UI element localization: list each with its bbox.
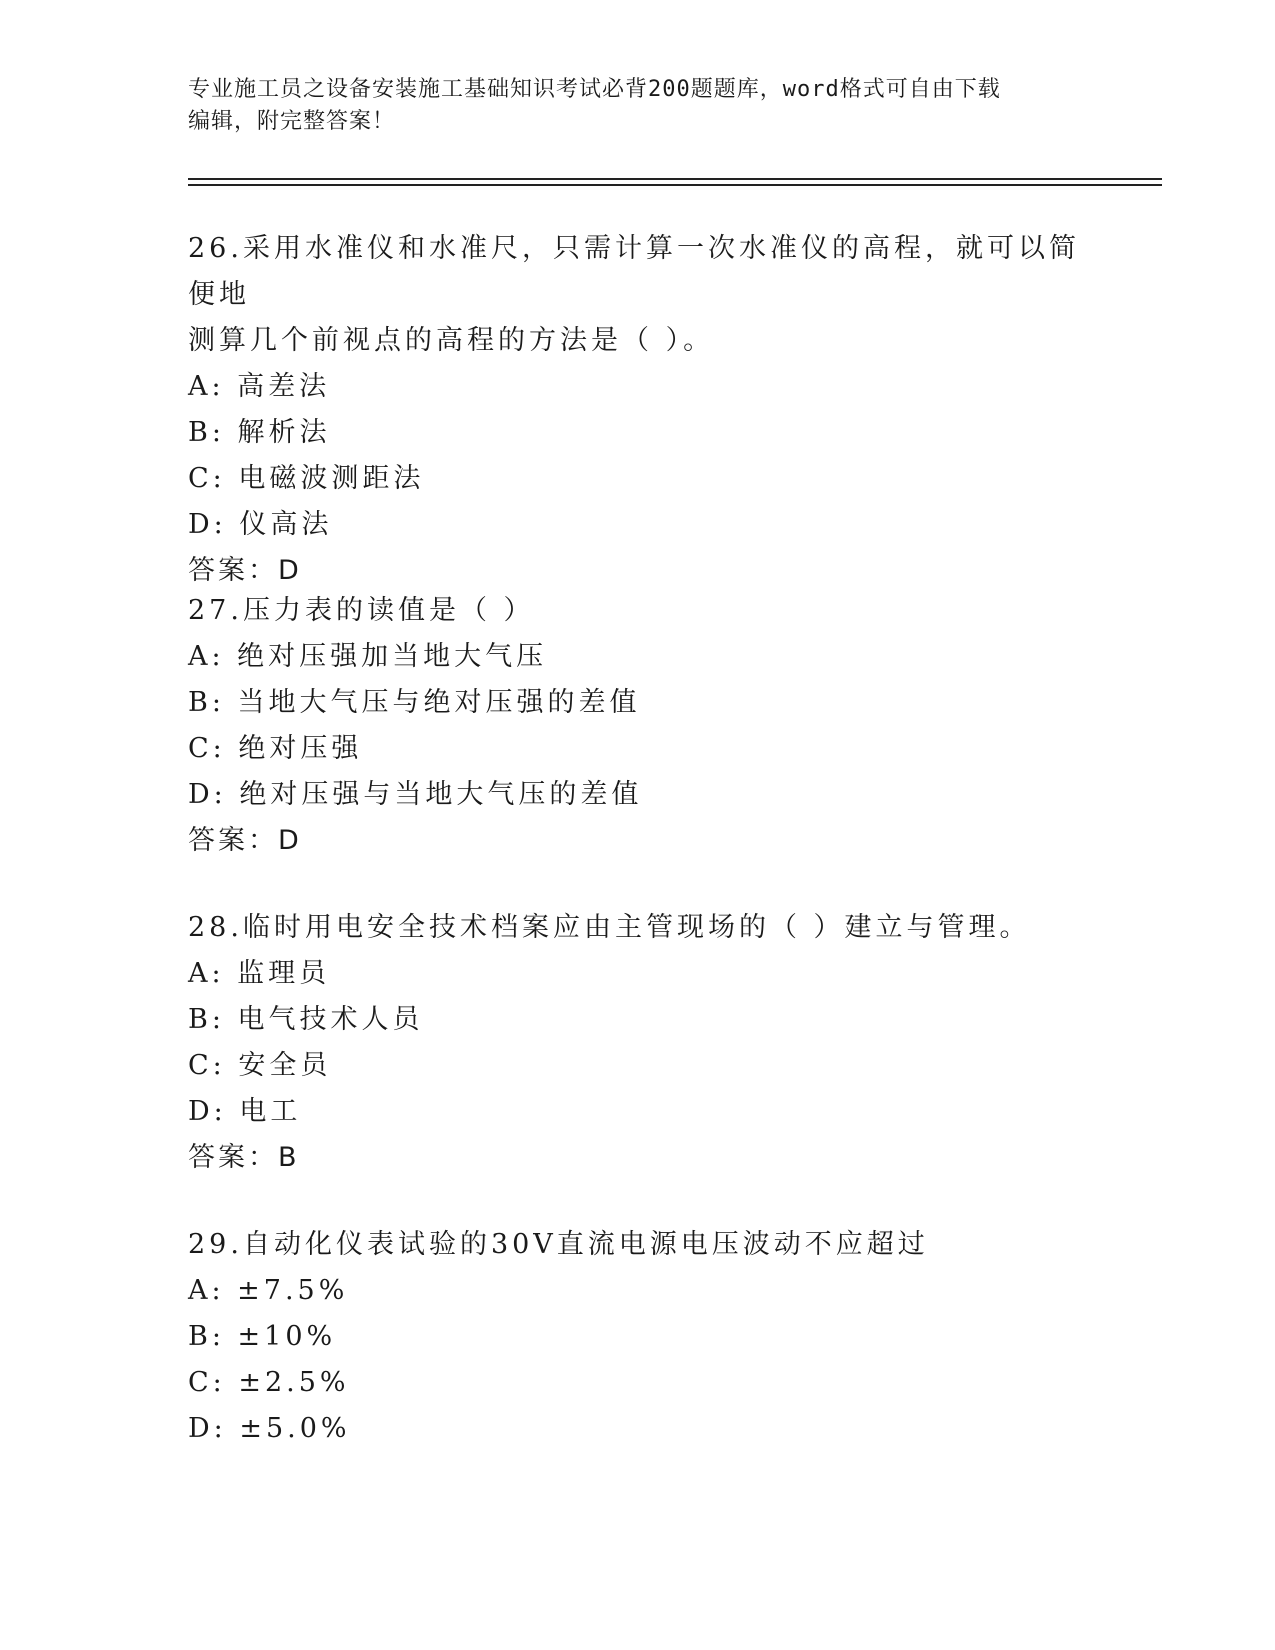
question-26	[188, 226, 1088, 594]
question-27	[188, 588, 1088, 864]
option-d: D: ±5.0%	[188, 1413, 351, 1444]
question-stem-continued: 测算几个前视点的高程的方法是（ ）。	[188, 325, 715, 356]
option-b: B: ±10%	[188, 1321, 337, 1352]
option-c: C: 电磁波测距法	[188, 463, 425, 494]
header-divider-top	[188, 178, 1162, 180]
option-a: A: ±7.5%	[188, 1275, 349, 1306]
question-29	[188, 1222, 1088, 1452]
option-a: A: 高差法	[188, 371, 331, 402]
option-c: C: 绝对压强	[188, 733, 363, 764]
option-d: D: 仪高法	[188, 509, 333, 540]
option-c: C: 安全员	[188, 1050, 332, 1081]
answer: 答案：D	[188, 555, 302, 586]
header-divider-bottom	[188, 184, 1162, 186]
option-c: C: ±2.5%	[188, 1367, 350, 1398]
question-28	[188, 905, 1088, 1181]
question-stem: 27.压力表的读值是（ ）	[188, 595, 535, 626]
question-stem: 28.临时用电安全技术档案应由主管现场的（ ）建立与管理。	[188, 912, 1031, 943]
answer: 答案：D	[188, 825, 302, 856]
answer: 答案：B	[188, 1142, 300, 1173]
question-stem: 29.自动化仪表试验的30V直流电源电压波动不应超过	[188, 1229, 929, 1260]
option-b: B: 当地大气压与绝对压强的差值	[188, 687, 641, 718]
question-stem: 26.采用水准仪和水准尺，只需计算一次水准仪的高程，就可以简便地	[188, 233, 1080, 310]
option-d: D: 电工	[188, 1096, 302, 1127]
option-b: B: 解析法	[188, 417, 331, 448]
header-line-1: 专业施工员之设备安装施工基础知识考试必背200题题库，word格式可自由下载	[188, 77, 1001, 102]
option-d: D: 绝对压强与当地大气压的差值	[188, 779, 643, 810]
document-header	[188, 74, 1088, 138]
option-b: B: 电气技术人员	[188, 1004, 424, 1035]
option-a: A: 绝对压强加当地大气压	[188, 641, 548, 672]
option-a: A: 监理员	[188, 958, 331, 989]
header-line-2: 编辑，附完整答案！	[188, 109, 396, 134]
